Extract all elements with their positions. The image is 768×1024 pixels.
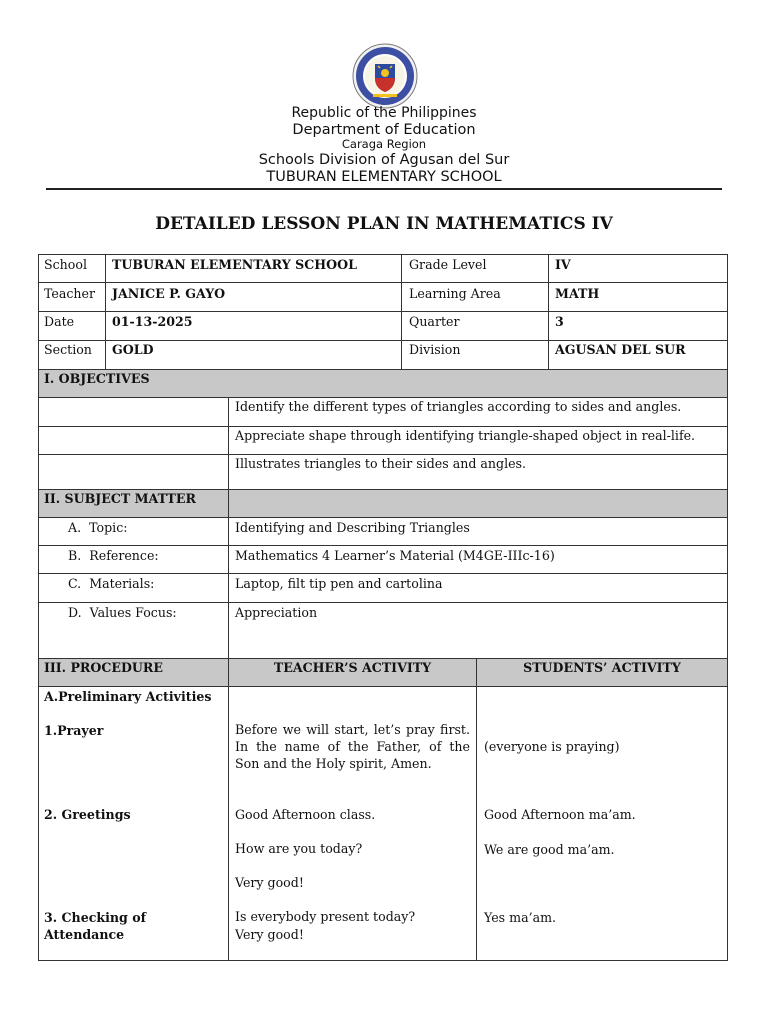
attendance-students-text: Yes ma’am. (484, 910, 557, 925)
prayer-students-text: (everyone is praying) (484, 739, 620, 754)
learning-area-label: Learning Area (409, 286, 501, 301)
quarter-label: Quarter (409, 314, 460, 329)
greetings-students-line: Good Afternoon ma’am. (484, 807, 636, 822)
objective-item: Identify the different types of triangles according to sides and angles. (235, 399, 682, 414)
grade-label: Grade Level (409, 257, 487, 272)
lesson-plan-title: DETAILED LESSON PLAN IN MATHEMATICS IV (155, 214, 613, 234)
attendance-label: Attendance (44, 927, 125, 942)
objectives-heading: I. OBJECTIVES (44, 371, 150, 386)
teacher-activity-heading: TEACHER’S ACTIVITY (273, 660, 432, 675)
attendance-teacher-line: Is everybody present today? (235, 909, 416, 924)
materials-label: C. Materials: (68, 576, 155, 591)
header-region: Caraga Region (341, 137, 427, 151)
school-label: School (44, 257, 87, 272)
subject-matter-heading: II. SUBJECT MATTER (44, 491, 196, 506)
topic-value: Identifying and Describing Triangles (235, 520, 470, 535)
section-label: Section (44, 342, 92, 357)
greetings-teacher-line: How are you today? (235, 841, 363, 856)
teacher-value: JANICE P. GAYO (112, 286, 226, 301)
values-focus-label: D. Values Focus: (68, 605, 177, 620)
header-school: TUBURAN ELEMENTARY SCHOOL (266, 169, 502, 185)
values-focus-value: Appreciation (235, 605, 318, 620)
date-value: 01-13-2025 (112, 314, 193, 329)
grade-value: IV (555, 257, 571, 272)
students-activity-heading: STUDENTS’ ACTIVITY (523, 660, 681, 675)
header-republic: Republic of the Philippines (291, 105, 477, 121)
reference-value: Mathematics 4 Learner’s Material (M4GE-IIIc-16) (235, 548, 555, 563)
quarter-value: 3 (555, 314, 564, 329)
topic-label: A. Topic: (68, 520, 128, 535)
prayer-teacher-text: Before we will start, let’s pray first. In the name of the Father, of the Son and the Holy spirit, Amen. (235, 722, 470, 771)
learning-area-value: MATH (555, 286, 600, 301)
division-label: Division (409, 342, 461, 357)
objective-item: Illustrates triangles to their sides and angles. (235, 456, 527, 471)
objective-item: Appreciate shape through identifying triangle-shaped object in real-life. (235, 428, 696, 443)
prayer-label: 1.Prayer (44, 723, 104, 738)
header-department: Department of Education (292, 122, 476, 138)
greetings-teacher-line: Good Afternoon class. (235, 807, 376, 822)
division-value: AGUSAN DEL SUR (555, 342, 686, 357)
date-label: Date (44, 314, 75, 329)
preliminary-activities-label: A.Preliminary Activities (44, 689, 212, 704)
greetings-teacher-line: Very good! (235, 875, 304, 890)
procedure-heading: III. PROCEDURE (44, 660, 163, 675)
section-value: GOLD (112, 342, 154, 357)
attendance-label: 3. Checking of (44, 910, 147, 925)
reference-label: B. Reference: (68, 548, 159, 563)
attendance-teacher-line: Very good! (235, 927, 304, 942)
materials-value: Laptop, filt tip pen and cartolina (235, 576, 443, 591)
teacher-label: Teacher (44, 286, 96, 301)
header-division: Schools Division of Agusan del Sur (258, 152, 510, 168)
school-value: TUBURAN ELEMENTARY SCHOOL (112, 257, 357, 272)
greetings-students-line: We are good ma’am. (484, 842, 615, 857)
greetings-label: 2. Greetings (44, 807, 131, 822)
